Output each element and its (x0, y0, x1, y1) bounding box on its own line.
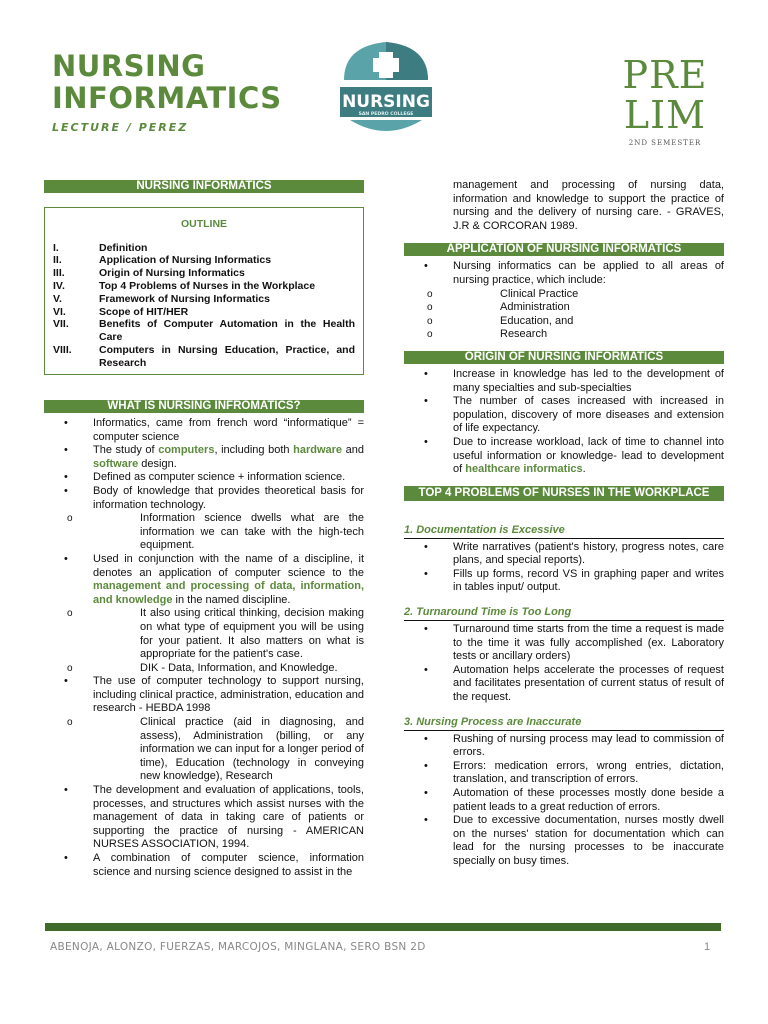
section-application-header: APPLICATION OF NURSING INFORMATICS (404, 243, 724, 256)
list-item: • Due to excessive documentation, nurses mostly dwell on the nurses' station for documentation which can lead for the nursing processes to be inaccurate specially on busy times. (404, 814, 724, 868)
sub-list-item: o Information science dwells what are the information we can take with the high-tech equipment. (44, 512, 364, 553)
logo-text: NURSING (342, 92, 430, 112)
title-line-2: INFORMATICS (52, 81, 282, 115)
list-item: • The use of computer technology to support nursing, including clinical practice, administration, education and research - HEBDA 1998 o Clinical practice (aid in diagnosing, and assess), Administration (billing, or any information we can input for a longer period of time), Education (technology in conveying new knowledge), Research (44, 675, 364, 784)
outline-item: IV. Top 4 Problems of Nurses in the Workplace (53, 279, 316, 292)
continuation-text: management and processing of nursing data, information and knowledge to support the practice of nursing and the delivery of nursing care. - GRAVES, J.R & CORCORAN 1989. (453, 179, 724, 232)
sub-list-item: o Clinical practice (aid in diagnosing, and assess), Administration (billing, or any information we can input for a longer period of time), Education (technology in conveying new knowledge), Research (44, 716, 364, 784)
section-origin-header: ORIGIN OF NURSING INFORMATICS (404, 351, 724, 364)
definition-list (44, 417, 364, 879)
list-item: • Increase in knowledge has led to the development of many specialties and sub-specialties (404, 368, 724, 395)
sub-list-item: o DIK - Data, Information, and Knowledge. (44, 662, 364, 676)
problem-1 (404, 523, 724, 595)
outline-title: OUTLINE (180, 218, 228, 230)
problem-title: 2. Turnaround Time is Too Long (404, 606, 572, 619)
problem-2 (404, 605, 724, 705)
outline-item: VII. Benefits of Computer Automation in the Health Care (53, 318, 355, 344)
list-item: • The number of cases increased with increased in population, discovery of more diseases and extension of life expectancy. (404, 395, 724, 436)
outline-item: VI. Scope of HIT/HER (53, 305, 189, 318)
prelim-label (610, 55, 720, 147)
outline-item: III. Origin of Nursing Informatics (53, 267, 245, 280)
divider (404, 730, 724, 731)
prelim-line-1: PRE (622, 53, 708, 97)
section-top4-header: TOP 4 PROBLEMS OF NURSES IN THE WORKPLACE (404, 486, 724, 501)
list-item: • Automation of these processes mostly done beside a patient leads to a great reduction of errors. (404, 787, 724, 814)
outline-list (53, 242, 355, 370)
divider (404, 538, 724, 539)
outline-item: I. Definition (53, 241, 148, 254)
list-item: • Body of knowledge that provides theoretical basis for information technology. o Information science dwells what are the information we can take with the high-tech equipment. (44, 485, 364, 553)
title-line-1: NURSING (52, 49, 206, 83)
outline-item: II. Application of Nursing Informatics (53, 254, 272, 267)
list-item: • Rushing of nursing process may lead to commission of errors. (404, 733, 724, 760)
list-item: • Informatics, came from french word “informatique” = computer science (44, 417, 364, 444)
problem-title: 1. Documentation is Excessive (404, 523, 565, 536)
semester-label: 2ND SEMESTER (628, 139, 702, 147)
sub-list-item: o Clinical Practice (404, 288, 724, 302)
logo-subtext: SAN PEDRO COLLEGE (358, 112, 414, 117)
divider (404, 620, 724, 621)
outline-box (44, 207, 364, 375)
sub-list-item: o Research (404, 328, 724, 342)
sub-list-item: o Administration (404, 301, 724, 315)
list-item: • The development and evaluation of applications, tools, processes, and structures which assist nurses with the management of data in taking care of patients or supporting the practice of nursing - AMERICAN NURSES ASSOCIATION, 1994. (44, 784, 364, 852)
outline-item: VIII. Computers in Nursing Education, Practice, and Research (53, 343, 355, 369)
page-number: 1 (704, 941, 711, 953)
application-list (404, 260, 724, 342)
right-column (404, 179, 724, 869)
problem-title: 3. Nursing Process are Inaccurate (404, 715, 582, 728)
list-item: • Automation helps accelerate the processes of request and facilitates presentation of current status of result of the request. (404, 664, 724, 705)
section-nursing-informatics-header: NURSING INFORMATICS (44, 180, 364, 193)
problem-3 (404, 715, 724, 869)
list-item: • The study of computers, including both hardware and software design. (44, 444, 364, 471)
list-item: • Turnaround time starts from the time a request is made to the time it was fully accomplished (ex. Laboratory tests or ancillary orders) (404, 623, 724, 664)
list-item: • Used in conjunction with the name of a discipline, it denotes an application of computer science to the management and processing of data, information, and knowledge in the named discipline. o It also using critical thinking, decision making on what type of equipment you will be using for your patient. It also matters on what is appropriate for the patient's case. o DIK - Data, Information, and Knowledge. (44, 553, 364, 675)
list-item: • Write narratives (patient's history, progress notes, care plans, and special reports). (404, 541, 724, 568)
section-what-is-header: WHAT IS NURSING INFROMATICS? (44, 400, 364, 413)
outline-item: V. Framework of Nursing Informatics (53, 292, 270, 305)
document-title (52, 50, 282, 114)
list-item: • Defined as computer science + information science. (44, 471, 364, 485)
list-item: • Errors: medication errors, wrong entries, dictation, translation, and transcription of errors. (404, 760, 724, 787)
prelim-line-2: LIM (623, 93, 707, 137)
list-item: • Due to increase workload, lack of time to channel into useful information or knowledge- lead to development of healthcare informatics. (404, 436, 724, 477)
document-subtitle: LECTURE / PEREZ (52, 121, 189, 134)
footer-divider (45, 923, 721, 931)
nursing-logo (338, 40, 434, 140)
list-item: • Fills up forms, record VS in graphing paper and writes in tables input/ output. (404, 568, 724, 595)
list-item: • A combination of computer science, information science and nursing science designed to assist in the (44, 852, 364, 879)
list-item: • Nursing informatics can be applied to all areas of nursing practice, which include: o Clinical Practice o Administration o Education, and o Research (404, 260, 724, 342)
footer-authors: ABENOJA, ALONZO, FUERZAS, MARCOJOS, MINGLANA, SERO BSN 2D (50, 941, 426, 953)
origin-list (404, 368, 724, 477)
left-column (44, 180, 364, 879)
sub-list-item: o It also using critical thinking, decision making on what type of equipment you will be using for your patient. It also matters on what is appropriate for the patient's case. (44, 607, 364, 661)
sub-list-item: o Education, and (404, 315, 724, 329)
